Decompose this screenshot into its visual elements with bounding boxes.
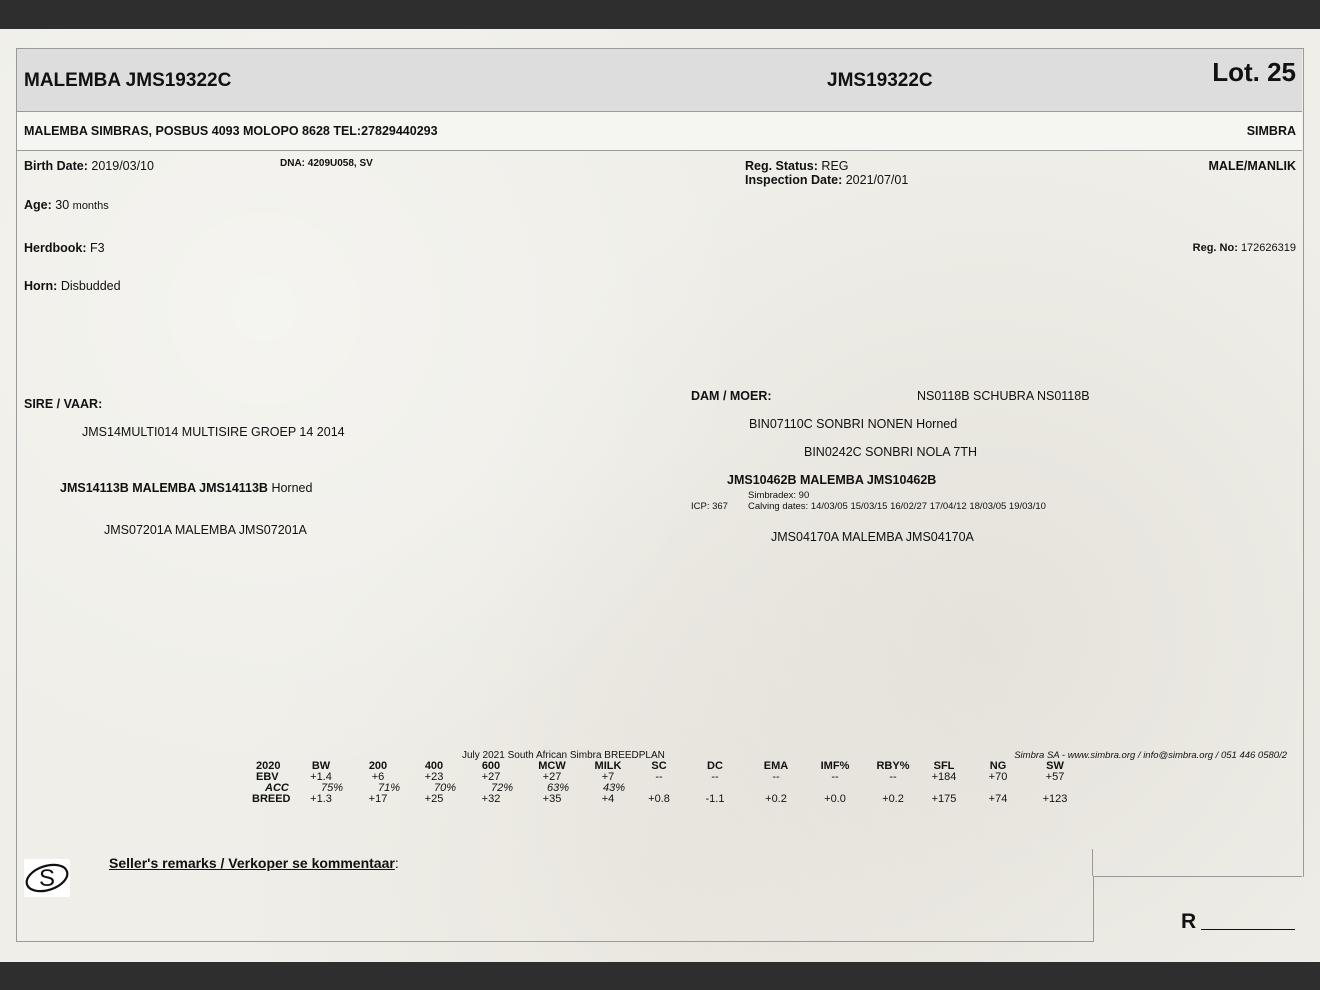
reg-no-label: Reg. No: <box>1192 242 1238 254</box>
ebv-value: +27 <box>542 771 562 783</box>
dam-sire: BIN07110C SONBRI NONEN Horned <box>749 417 958 431</box>
inspection-date-label: Inspection Date: <box>745 173 843 187</box>
ebv-column-header: RBY% <box>876 760 910 772</box>
ebv-column-header: SC <box>651 760 667 772</box>
acc-value: 63% <box>546 782 570 794</box>
animal-name: MALEMBA JMS19322C <box>24 70 232 91</box>
breed-value: +35 <box>542 793 562 805</box>
sire-label: SIRE / VAAR: <box>24 397 103 411</box>
calving-dates: Calving dates: 14/03/05 15/03/15 16/02/27 17/04/12 18/03/05 19/03/10 <box>748 501 1046 512</box>
dam-name: JMS10462B MALEMBA JMS10462B <box>727 473 937 487</box>
ebv-value: +57 <box>1045 771 1065 783</box>
herdbook <box>24 241 105 255</box>
breed-value: +4 <box>601 793 615 805</box>
simbra-logo-icon <box>24 859 70 897</box>
ebv-value: +6 <box>371 771 385 783</box>
ebv-value: -- <box>772 771 780 783</box>
horn-label: Horn: <box>24 279 58 293</box>
ebv-column-header: SW <box>1046 760 1064 772</box>
reg-status-value: REG <box>821 159 849 173</box>
sellers-remarks <box>109 855 399 871</box>
ebv-column-header: EMA <box>763 760 789 772</box>
breed-value: +0.2 <box>882 793 904 805</box>
ebv-column-header: IMF% <box>820 760 850 772</box>
ebv-column-header: 400 <box>424 760 444 772</box>
price-blank-line <box>1201 929 1295 930</box>
dam-label: DAM / MOER: <box>691 389 772 403</box>
catalogue-sheet <box>0 29 1320 962</box>
dam-sire-sire: NS0118B SCHUBRA NS0118B <box>917 389 1090 403</box>
row-label-ebv: EBV <box>256 771 279 783</box>
horn-value: Disbudded <box>60 279 121 293</box>
lot-number: Lot. 25 <box>1212 57 1296 87</box>
ebv-column-header: BW <box>311 760 331 772</box>
ebv-value: -- <box>711 771 719 783</box>
reg-no <box>1193 242 1296 254</box>
ebv-value: -- <box>889 771 897 783</box>
sex: MALE/MANLIK <box>1208 159 1296 173</box>
dam-dam: JMS04170A MALEMBA JMS04170A <box>771 530 974 544</box>
herdbook-value: F3 <box>89 241 105 255</box>
icp: ICP: 367 <box>691 501 728 512</box>
ebv-column-header: 200 <box>368 760 388 772</box>
inspection-date-value: 2021/07/01 <box>845 173 909 187</box>
inspection-date <box>745 173 908 187</box>
remarks-box <box>16 876 1094 942</box>
acc-value: 71% <box>377 782 401 794</box>
breed-value: -1.1 <box>705 793 725 805</box>
acc-value: 43% <box>602 782 626 794</box>
age-value: 30 <box>55 198 70 212</box>
ebv-column-header: DC <box>707 760 723 772</box>
ebv-value: +23 <box>424 771 444 783</box>
sellers-remarks-colon: : <box>394 855 399 871</box>
dna-info: DNA: 4209U058, SV <box>280 158 373 169</box>
breed-value: +0.2 <box>765 793 787 805</box>
reg-no-value: 172626319 <box>1240 242 1296 254</box>
owner-address: MALEMBA SIMBRAS, POSBUS 4093 MOLOPO 8628 TEL:27829440293 <box>24 124 438 138</box>
age-unit: months <box>72 200 109 212</box>
dam-sire-dam: BIN0242C SONBRI NOLA 7TH <box>804 445 977 459</box>
sellers-remarks-label: Seller's remarks / Verkoper se kommentaar <box>109 855 395 871</box>
breedplan-title: July 2021 South African Simbra BREEDPLAN <box>462 750 665 761</box>
breed-value: +32 <box>481 793 501 805</box>
row-label-breed: BREED <box>252 793 291 805</box>
breedplan-contact: Simbra SA - www.simbra.org / info@simbra.org / 051 446 0580/2 <box>1014 750 1287 761</box>
simbra-logo <box>24 859 70 897</box>
birth-date-value: 2019/03/10 <box>91 159 154 173</box>
ebv-column-header: NG <box>989 760 1007 772</box>
reg-status <box>745 159 849 173</box>
sire-sire: JMS14MULTI014 MULTISIRE GROEP 14 2014 <box>82 425 345 439</box>
acc-value: 70% <box>433 782 457 794</box>
ebv-column-header: MCW <box>538 760 566 772</box>
reg-status-label: Reg. Status: <box>745 159 818 173</box>
simbradex: Simbradex: 90 <box>748 490 810 501</box>
ebv-column-header: SFL <box>933 760 955 772</box>
ebv-column-header: 600 <box>481 760 501 772</box>
price-prefix: R <box>1181 910 1197 933</box>
breed-value: +1.3 <box>310 793 332 805</box>
birth-date <box>24 159 154 173</box>
breed-value: +175 <box>931 793 957 805</box>
ebv-value: +7 <box>601 771 615 783</box>
acc-value: 75% <box>320 782 344 794</box>
acc-value: 72% <box>490 782 514 794</box>
horn <box>24 279 121 293</box>
breed-value: +25 <box>424 793 444 805</box>
ebv-value: -- <box>831 771 839 783</box>
breed-name: SIMBRA <box>1246 124 1296 138</box>
age-label: Age: <box>24 198 52 212</box>
herdbook-label: Herdbook: <box>24 241 87 255</box>
breed-value: +0.8 <box>648 793 670 805</box>
ebv-value: +27 <box>481 771 501 783</box>
breed-value: +123 <box>1042 793 1068 805</box>
logo-letter: S <box>38 865 56 892</box>
row-label-acc: ACC <box>265 782 289 794</box>
breed-value: +0.0 <box>824 793 846 805</box>
sire-horn: Horned <box>271 481 313 495</box>
birth-date-label: Birth Date: <box>24 159 88 173</box>
sire <box>60 481 312 495</box>
age <box>24 198 109 212</box>
sire-dam: JMS07201A MALEMBA JMS07201A <box>104 523 307 537</box>
ebv-value: +184 <box>931 771 957 783</box>
remarks-box-tail <box>1093 849 1302 877</box>
breed-value: +74 <box>988 793 1008 805</box>
breed-value: +17 <box>368 793 388 805</box>
ebv-value: +70 <box>988 771 1008 783</box>
animal-code: JMS19322C <box>827 70 933 91</box>
ebv-column-header: MILK <box>594 760 622 772</box>
sire-name: JMS14113B MALEMBA JMS14113B <box>60 481 268 495</box>
ebv-year: 2020 <box>256 760 281 772</box>
ebv-value: +1.4 <box>310 771 332 783</box>
ebv-value: -- <box>655 771 663 783</box>
